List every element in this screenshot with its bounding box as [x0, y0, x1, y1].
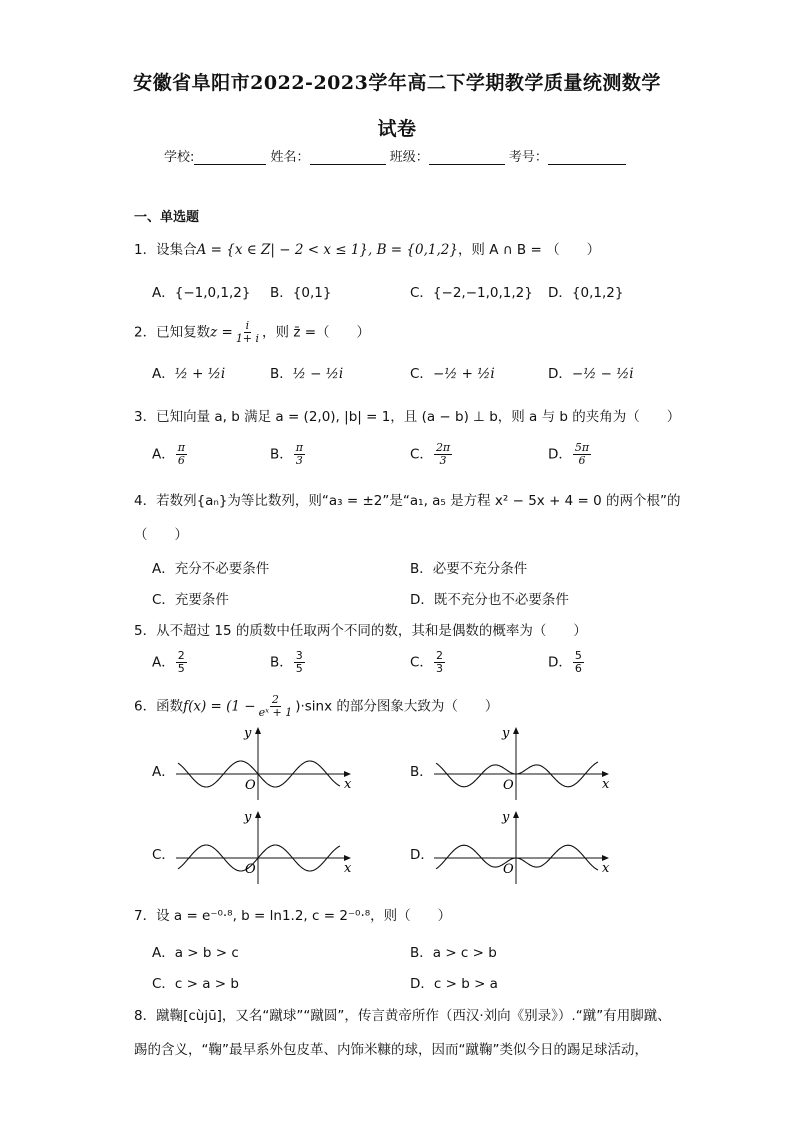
q6-graph-b[interactable]: [434, 722, 614, 800]
q6-option-c[interactable]: C．: [152, 847, 175, 863]
origin-label: O: [503, 862, 514, 877]
y-axis-arrow: [513, 811, 519, 818]
section-heading: 一、单选题: [134, 210, 200, 225]
name-blank[interactable]: [310, 150, 386, 165]
page-title-continued: 试卷: [377, 118, 417, 140]
q1-option-c[interactable]: C．{−2,−1,0,1,2}: [410, 285, 533, 301]
school-label: 学校:: [164, 150, 195, 165]
q1-option-b[interactable]: B．{0,1}: [270, 285, 332, 301]
q7-option-d[interactable]: D．c > b > a: [410, 976, 498, 992]
q7-option-a[interactable]: A．a > b > c: [152, 945, 239, 961]
q7-option-b[interactable]: B．a > c > b: [410, 945, 497, 961]
x-axis-label: x: [602, 861, 610, 876]
class-label: 班级：: [389, 150, 429, 165]
x-axis-label: x: [344, 861, 352, 876]
question-7: 7．设 a = e⁻⁰·⁸, b = ln1.2, c = 2⁻⁰·⁸，则（ ）: [134, 908, 452, 924]
origin-label: O: [503, 778, 514, 793]
x-axis-label: x: [602, 777, 610, 792]
origin-label: O: [245, 862, 256, 877]
q5-option-d[interactable]: D． $\frac{5}{6}$: [548, 649, 582, 675]
q5-option-b[interactable]: B． $\frac{3}{5}$: [270, 649, 303, 675]
q1-option-a[interactable]: A．{−1,0,1,2}: [152, 285, 251, 301]
q6-option-d[interactable]: D．: [410, 847, 434, 863]
q6-graph-a[interactable]: [176, 722, 356, 800]
page-title: 安徽省阜阳市2022-2023学年高二下学期教学质量统测数学: [133, 72, 661, 94]
y-axis-label: y: [244, 726, 252, 741]
student-info-line: [164, 146, 626, 165]
y-axis-arrow: [255, 727, 261, 734]
q2-option-c[interactable]: C．−½ + ½i: [410, 366, 495, 382]
question-8-line-2: 踢的含义，“鞠”最早系外包皮革、内饰米糠的球，因而“蹴鞠”类似今日的踢足球活动，: [134, 1042, 648, 1058]
x-axis-label: x: [344, 777, 352, 792]
q6-option-a[interactable]: A．: [152, 764, 175, 780]
q3-option-a[interactable]: A． $\frac{\pi}{6}$: [152, 441, 185, 467]
question-6: 6．函数f(x) = (1 − $\frac{2}{\text{eˣ + 1}}$ )·sinx 的部分图象大致为（ ）: [134, 693, 499, 719]
id-label: 考号：: [508, 150, 548, 165]
q5-option-c[interactable]: C． $\frac{2}{3}$: [410, 649, 443, 675]
q3-option-d[interactable]: D． $\frac{5\pi}{6}$: [548, 441, 590, 467]
question-4: 4．若数列{aₙ}为等比数列，则“a₃ = ±2”是“a₁, a₅ 是方程 x² − 5x + 4 = 0 的两个根”的: [134, 493, 681, 509]
q2-option-d[interactable]: D．−½ − ½i: [548, 366, 634, 382]
q4-option-d[interactable]: D．既不充分也不必要条件: [410, 592, 569, 608]
q2-option-a[interactable]: A．½ + ½i: [152, 366, 226, 382]
question-8-line-1: 8．蹴鞠[cùjū]，又名“蹴球”“蹴圆”，传言黄帝所作（西汉·刘向《别录》）.“蹴”有用脚蹴、: [134, 1008, 671, 1024]
y-axis-arrow: [255, 811, 261, 818]
school-blank[interactable]: [194, 150, 266, 165]
q7-option-c[interactable]: C．c > a > b: [152, 976, 239, 992]
question-4-bracket: （ ）: [134, 527, 188, 543]
q4-option-b[interactable]: B．必要不充分条件: [410, 561, 528, 577]
class-blank[interactable]: [429, 150, 505, 165]
q1-option-d[interactable]: D．{0,1,2}: [548, 285, 624, 301]
q4-option-a[interactable]: A．充分不必要条件: [152, 561, 270, 577]
id-blank[interactable]: [548, 150, 626, 165]
question-1: 1．设集合A = {x ∈ Z| − 2 < x ≤ 1}, B = {0,1,2}，则 A ∩ B = （ ）: [134, 242, 601, 258]
question-2: 2．已知复数z = $\frac{i}{1+ i}$ ，则 z̄ =（ ）: [134, 319, 371, 345]
name-label: 姓名：: [270, 150, 310, 165]
y-axis-label: y: [502, 810, 510, 825]
question-3: 3．已知向量 a, b 满足 a = (2,0), |b| = 1，且 (a − b) ⊥ b，则 a 与 b 的夹角为（ ）: [134, 409, 681, 425]
q3-option-b[interactable]: B． $\frac{\pi}{3}$: [270, 441, 303, 467]
q6-option-b[interactable]: B．: [410, 764, 433, 780]
q5-option-a[interactable]: A． $\frac{2}{5}$: [152, 649, 185, 675]
q6-graph-d[interactable]: [434, 806, 614, 884]
origin-label: O: [245, 778, 256, 793]
y-axis-arrow: [513, 727, 519, 734]
y-axis-label: y: [502, 726, 510, 741]
q6-graph-c[interactable]: [176, 806, 356, 884]
q4-option-c[interactable]: C．充要条件: [152, 592, 229, 608]
q3-option-c[interactable]: C． $\frac{2\pi}{3}$: [410, 441, 451, 467]
q2-option-b[interactable]: B．½ − ½i: [270, 366, 344, 382]
y-axis-label: y: [244, 810, 252, 825]
question-5: 5．从不超过 15 的质数中任取两个不同的数，其和是偶数的概率为（ ）: [134, 623, 587, 639]
